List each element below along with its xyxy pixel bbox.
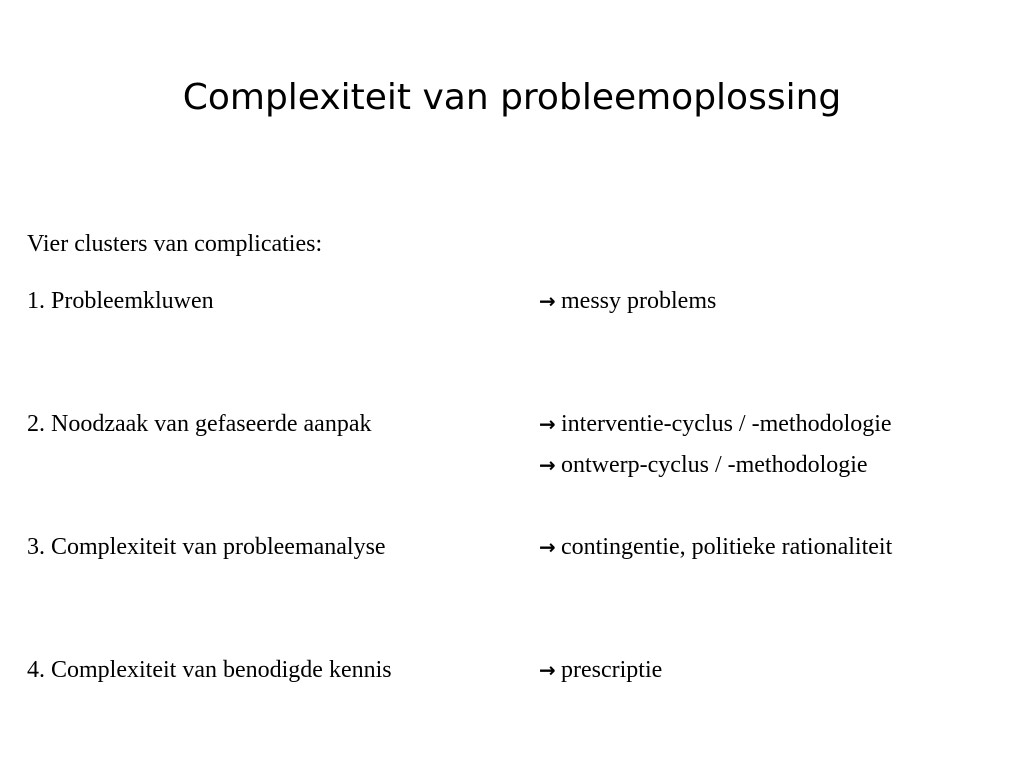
- cluster-result: [539, 533, 892, 561]
- cluster-result-text: interventie-cyclus / -methodologie: [561, 411, 892, 437]
- cluster-item-3: [27, 533, 997, 561]
- arrow-right-icon: →: [539, 412, 556, 436]
- cluster-result-text: ontwerp-cyclus / -methodologie: [561, 452, 868, 478]
- arrow-right-icon: →: [539, 658, 556, 682]
- cluster-item-2: [27, 410, 997, 438]
- cluster-result-text: prescriptie: [561, 657, 663, 683]
- cluster-term: 2. Noodzaak van gefaseerde aanpak: [27, 411, 372, 437]
- arrow-right-icon: →: [539, 289, 556, 313]
- cluster-item-1: [27, 287, 997, 315]
- cluster-result: [539, 451, 868, 479]
- cluster-item-2-continued: [27, 451, 997, 479]
- cluster-item-4: [27, 656, 997, 684]
- cluster-result: [539, 410, 892, 438]
- cluster-term: 1. Probleemkluwen: [27, 288, 214, 314]
- cluster-term: 3. Complexiteit van probleemanalyse: [27, 534, 386, 560]
- cluster-term: 4. Complexiteit van benodigde kennis: [27, 657, 392, 683]
- cluster-result: [539, 287, 716, 315]
- cluster-result-text: messy problems: [561, 288, 717, 314]
- arrow-right-icon: →: [539, 453, 556, 477]
- arrow-right-icon: →: [539, 535, 556, 559]
- slide-title: Complexiteit van probleemoplossing: [182, 77, 842, 118]
- cluster-result-text: contingentie, politieke rationaliteit: [561, 534, 893, 560]
- cluster-result: [539, 656, 662, 684]
- intro-text: Vier clusters van complicaties:: [27, 231, 323, 257]
